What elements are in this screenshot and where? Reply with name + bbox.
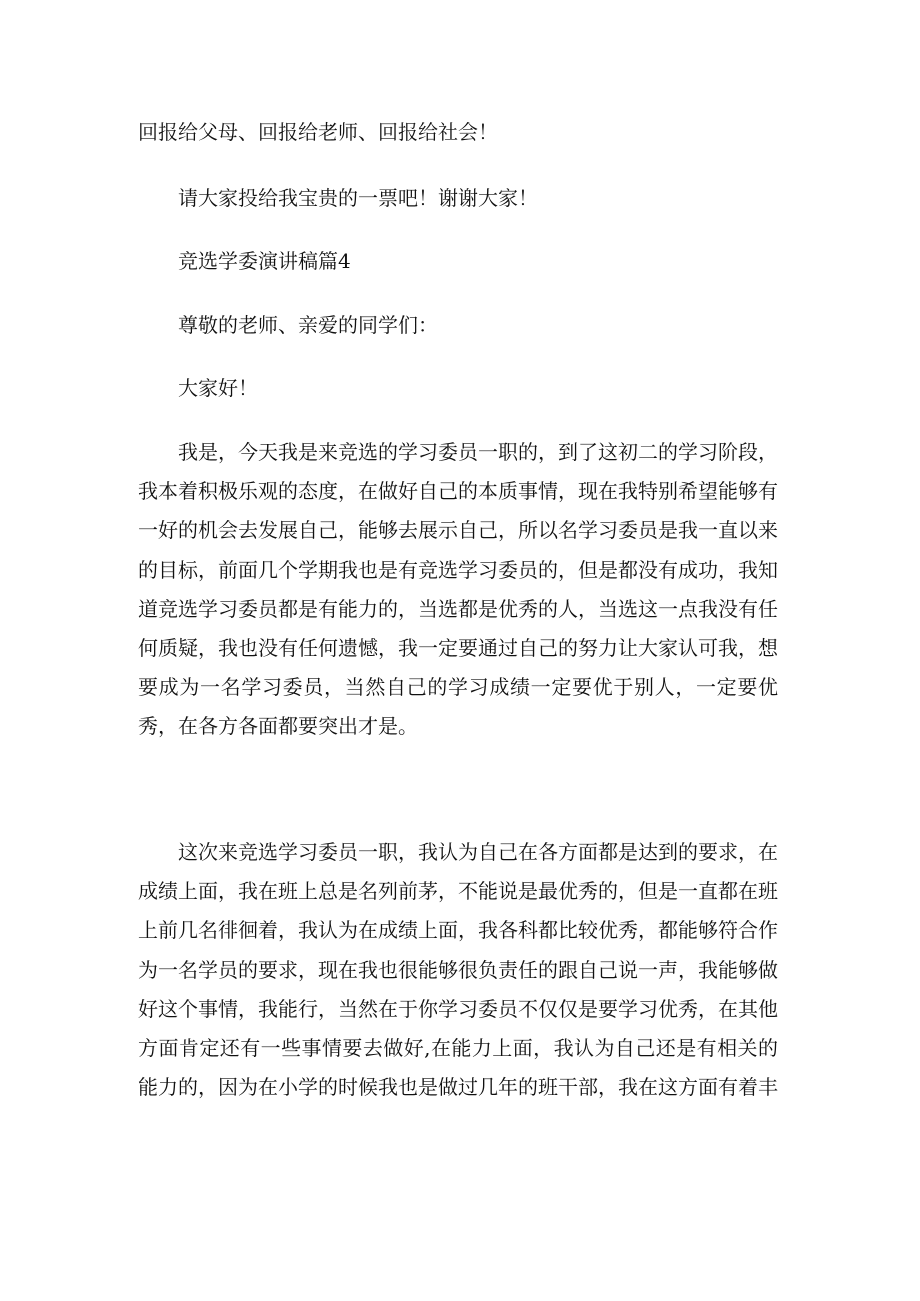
closing-line: 回报给父母、回报给老师、回报给社会！ [138, 120, 498, 144]
vote-request: 请大家投给我宝贵的一票吧！谢谢大家！ [178, 186, 538, 210]
body-paragraph-1: 我是，今天我是来竞选的学习委员一职的，到了这初二的学习阶段，我本着积极乐观的态度，在做好自己的本质事情，现在我特别希望能够有一好的机会去发展自己，能够去展示自己，所以名学习委员是我一直以来的目标，前面几个学期我也是有竞选学习委员的，但是都没有成功，我知道竞选学习委员都是有能力的，当选都是优秀的人，当选这一点我没有任何质疑，我也没有任何遗憾，我一定要通过自己的努力让大家认可我，想要成为一名学习委员，当然自己的学习成绩一定要优于别人，一定要优秀，在各方各面都要突出才是。 [138, 440, 778, 739]
body-paragraph-2: 这次来竞选学习委员一职，我认为自己在各方面都是达到的要求，在成绩上面，我在班上总是名列前茅，不能说是最优秀的，但是一直都在班上前几名徘徊着，我认为在成绩上面，我各科都比较优秀，都能够符合作为一名学员的要求，现在我也很能够很负责任的跟自己说一声，我能够做好这个事情，我能行，当然在于你学习委员不仅仅是要学习优秀，在其他方面肯定还有一些事情要去做好,在能力上面，我认为自己还是有相关的能力的，因为在小学的时候我也是做过几年的班干部，我在这方面有着丰 [138, 840, 778, 1100]
greeting: 大家好！ [178, 376, 258, 400]
section-title: 竞选学委演讲稿篇4 [178, 249, 351, 273]
salutation: 尊敬的老师、亲爱的同学们： [178, 313, 438, 337]
